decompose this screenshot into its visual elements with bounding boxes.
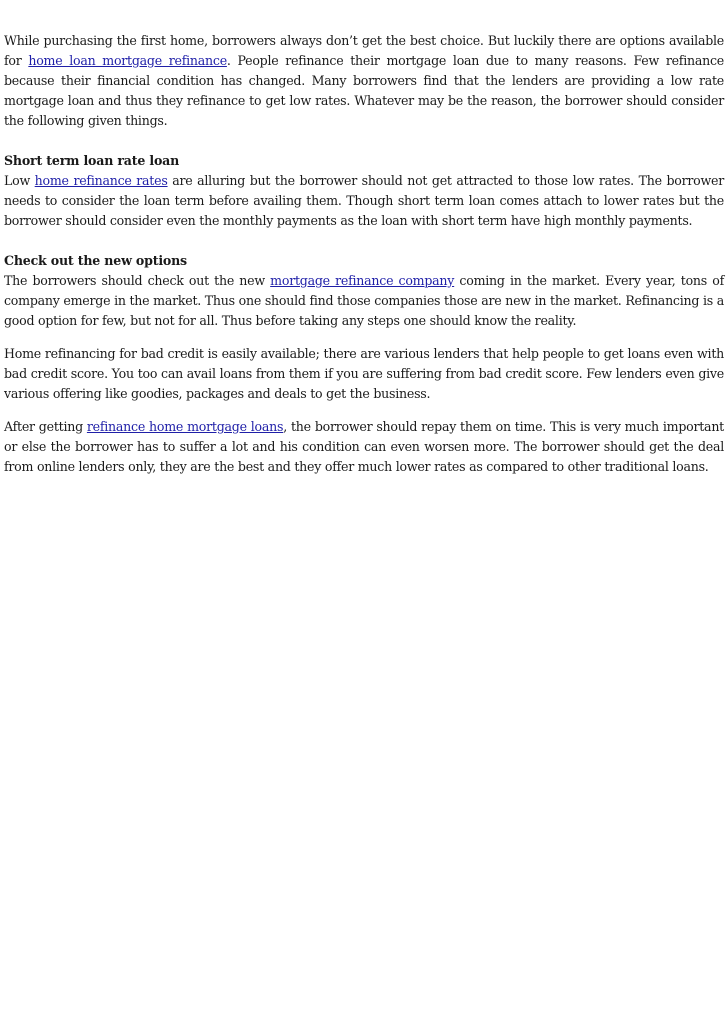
intro-paragraph <box>4 31 724 131</box>
final-paragraph <box>4 417 724 477</box>
document-page <box>4 31 724 477</box>
short-term-heading: Short term loan rate loan <box>4 153 180 168</box>
section2-text-after: coming in the market. Every year, tons of company emerge in the market. Thus one should find those companies those are new in the market. Refinancing is a good option for few, but not for all. Thus before taking any steps one should know the reality. <box>4 273 725 328</box>
intro-text-before: While purchasing the first home, borrowers always don’t get the best choice. But luckily there are options available for <box>4 33 724 68</box>
check-out-options-heading: Check out the new options <box>4 253 187 268</box>
final-text-before: After getting <box>4 419 87 434</box>
bad-credit-paragraph: Home refinancing for bad credit is easily available; there are various lenders that help people to get loans even with bad credit score. You too can avail loans from them if you are suffering from bad credit score. Few lenders even give various offering like goodies, packages and deals to get the business. <box>4 346 724 401</box>
intro-text-after: . People refinance their mortgage loan due to many reasons. Few refinance because their financial condition has changed. Many borrowers find that the lenders are providing a low rate mortgage loan and thus they refinance to get low rates. Whatever may be the reason, the borrower should consider the following given things. <box>4 53 724 128</box>
final-text-after: , the borrower should repay them on time. This is very much important or else the borrower has to suffer a lot and his condition can even worsen more. The borrower should get the deal from online lenders only, they are the best and they offer much lower rates as compared to other traditional loans. <box>4 419 724 474</box>
home-loan-mortgage-refinance-link[interactable]: home loan mortgage refinance <box>28 53 227 68</box>
mortgage-refinance-company-link[interactable]: mortgage refinance company <box>270 273 455 288</box>
section1-text-after: are alluring but the borrower should not get attracted to those low rates. The borrower needs to consider the loan term before availing them. Though short term loan comes attach to lower rates but the borrower should consider even the monthly payments as the loan with short term have high monthly payments. <box>4 173 725 228</box>
home-refinance-rates-link[interactable]: home refinance rates <box>34 173 168 188</box>
section2-text-before: The borrowers should check out the new <box>4 273 271 288</box>
section-check-out-options <box>4 251 724 331</box>
section-short-term-loan <box>4 151 724 231</box>
refinance-home-mortgage-loans-link[interactable]: refinance home mortgage loans <box>86 419 284 434</box>
section1-text-before: Low <box>4 173 35 188</box>
